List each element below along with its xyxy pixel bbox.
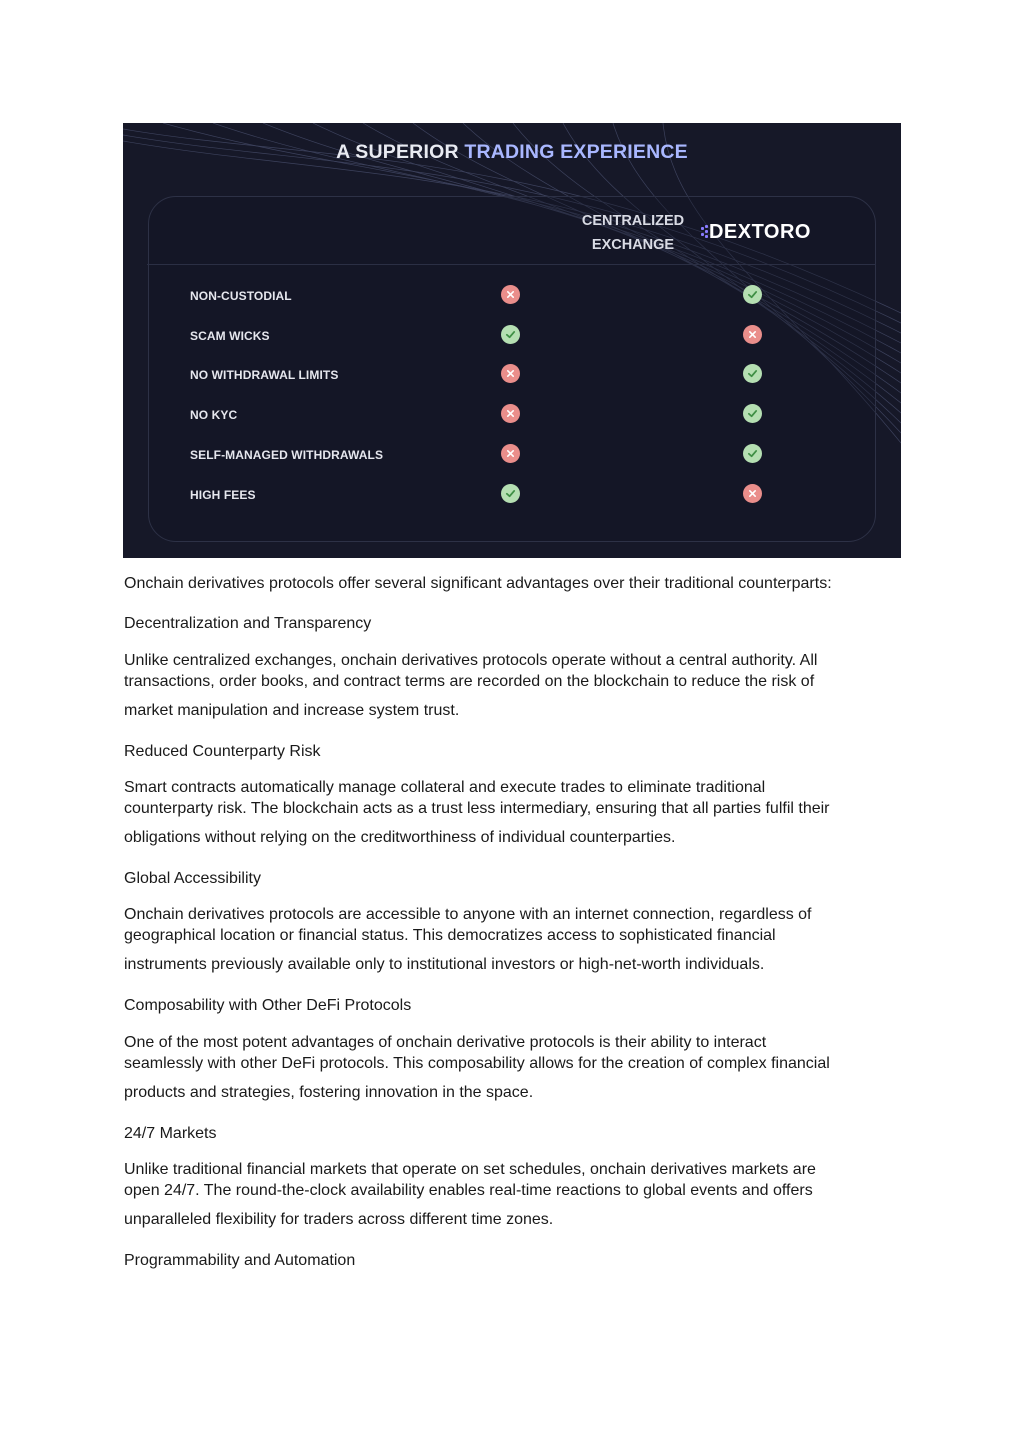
section-heading: Programmability and Automation xyxy=(124,1252,356,1269)
cross-icon xyxy=(501,444,520,463)
paragraph-line: unparalleled flexibility for traders across different time zones. xyxy=(124,1211,554,1228)
section-heading: Reduced Counterparty Risk xyxy=(124,743,321,760)
column-centralized-line2: EXCHANGE xyxy=(591,237,675,253)
intro-paragraph: Onchain derivatives protocols offer several significant advantages over their traditional counterparts: xyxy=(124,575,832,592)
cross-icon xyxy=(501,404,520,423)
section-paragraph xyxy=(124,651,924,722)
section-heading: Decentralization and Transparency xyxy=(124,615,372,632)
paragraph-line: open 24/7. The round-the-clock availability enables real-time reactions to global events and offers xyxy=(124,1181,813,1199)
paragraph-line: Unlike traditional financial markets that operate on set schedules, onchain derivatives markets are xyxy=(124,1161,816,1178)
section-heading: Global Accessibility xyxy=(124,870,261,887)
section-paragraph xyxy=(124,1033,924,1104)
check-icon xyxy=(743,404,762,423)
paragraph-line: seamlessly with other DeFi protocols. This composability allows for the creation of complex financial xyxy=(124,1054,830,1072)
paragraph-line: obligations without relying on the creditworthiness of individual counterparties. xyxy=(124,829,676,846)
row-label: SCAM WICKS xyxy=(190,328,270,343)
row-label: SELF-MANAGED WITHDRAWALS xyxy=(190,447,384,462)
check-icon xyxy=(743,444,762,463)
comparison-image xyxy=(123,123,901,558)
cross-icon xyxy=(743,484,762,503)
paragraph-line: geographical location or financial status. This democratizes access to sophisticated financial xyxy=(124,926,776,944)
dextoro-logo xyxy=(701,219,811,245)
paragraph-line: Unlike centralized exchanges, onchain derivatives protocols operate without a central authority. All xyxy=(124,652,818,669)
paragraph-line: One of the most potent advantages of onchain derivative protocols is their ability to interact xyxy=(124,1034,767,1051)
paragraph-line: instruments previously available only to institutional investors or high-net-worth individuals. xyxy=(124,956,765,973)
row-label: NO KYC xyxy=(190,408,238,423)
paragraph-line: counterparty risk. The blockchain acts as a trust less intermediary, ensuring that all parties fulfil their xyxy=(124,799,830,817)
row-label: HIGH FEES xyxy=(190,487,256,502)
section-heading: 24/7 Markets xyxy=(124,1125,217,1142)
section-paragraph xyxy=(124,778,924,849)
paragraph-line: market manipulation and increase system trust. xyxy=(124,702,460,719)
column-centralized-line1: CENTRALIZED xyxy=(581,213,685,229)
paragraph-line: Smart contracts automatically manage collateral and execute trades to eliminate traditional xyxy=(124,779,766,796)
check-icon xyxy=(743,285,762,304)
header-divider xyxy=(147,264,876,265)
section-paragraph xyxy=(124,1160,924,1231)
paragraph-line: products and strategies, fostering innovation in the space. xyxy=(124,1084,534,1101)
check-icon xyxy=(501,484,520,503)
paragraph-line: Onchain derivatives protocols are accessible to anyone with an internet connection, regardless of xyxy=(124,906,812,923)
section-heading: Composability with Other DeFi Protocols xyxy=(124,997,412,1014)
cross-icon xyxy=(501,285,520,304)
section-paragraph xyxy=(124,905,924,976)
row-label: NO WITHDRAWAL LIMITS xyxy=(190,368,339,383)
row-label: NON-CUSTODIAL xyxy=(190,289,292,303)
check-icon xyxy=(501,325,520,344)
hero-title xyxy=(123,141,901,164)
column-centralized-exchange xyxy=(563,209,703,257)
hero-title-accent: TRADING EXPERIENCE xyxy=(464,141,688,163)
dextoro-logo-text: DEXTORO xyxy=(708,220,811,243)
cross-icon xyxy=(743,325,762,344)
dextoro-logo-mark xyxy=(701,225,707,239)
hero-title-part1: A SUPERIOR xyxy=(336,141,465,163)
paragraph-line: transactions, order books, and contract terms are recorded on the blockchain to reduce the risk of xyxy=(124,672,815,690)
